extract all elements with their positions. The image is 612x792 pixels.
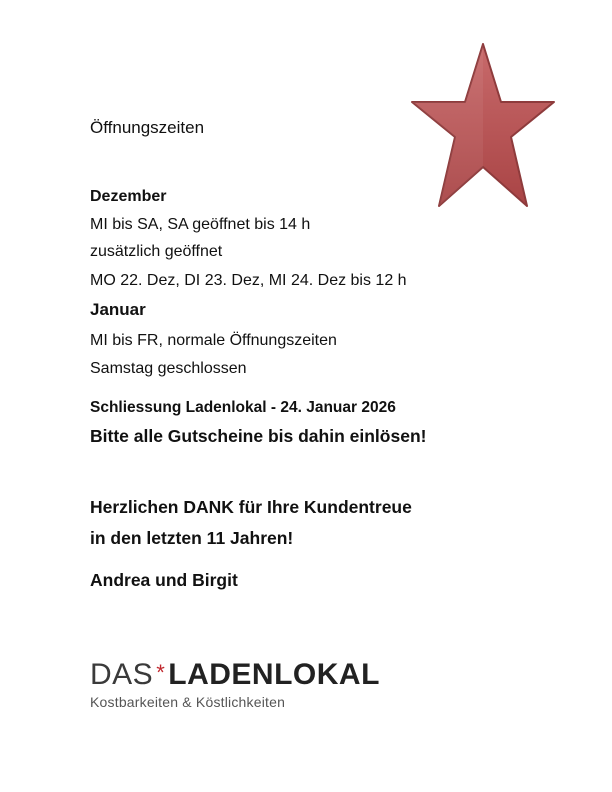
closure-notice: Schliessung Ladenlokal - 24. Januar 2026: [90, 399, 396, 416]
store-logo: [90, 658, 410, 710]
december-line-1: MI bis SA, SA geöffnet bis 14 h: [90, 216, 311, 233]
january-heading: Januar: [90, 300, 146, 319]
logo-wordmark: [90, 658, 410, 692]
logo-prefix: DAS: [90, 658, 154, 691]
thanks-line-2: in den letzten 11 Jahren!: [90, 528, 294, 548]
january-line-1: MI bis FR, normale Öffnungszeiten: [90, 332, 337, 349]
december-heading: Dezember: [90, 188, 167, 205]
logo-tagline: Kostbarkeiten & Köstlichkeiten: [90, 694, 286, 710]
signature: Andrea und Birgit: [90, 570, 238, 590]
red-star-icon: [410, 40, 556, 212]
logo-separator-icon: *: [156, 660, 166, 685]
voucher-notice: Bitte alle Gutscheine bis dahin einlösen!: [90, 426, 427, 446]
january-line-2: Samstag geschlossen: [90, 360, 247, 377]
december-line-2: zusätzlich geöffnet: [90, 243, 223, 260]
december-line-3: MO 22. Dez, DI 23. Dez, MI 24. Dez bis 12 h: [90, 272, 407, 289]
page-title: Öffnungszeiten: [90, 118, 205, 137]
thanks-line-1: Herzlichen DANK für Ihre Kundentreue: [90, 497, 412, 517]
logo-name: LADENLOKAL: [168, 658, 380, 691]
